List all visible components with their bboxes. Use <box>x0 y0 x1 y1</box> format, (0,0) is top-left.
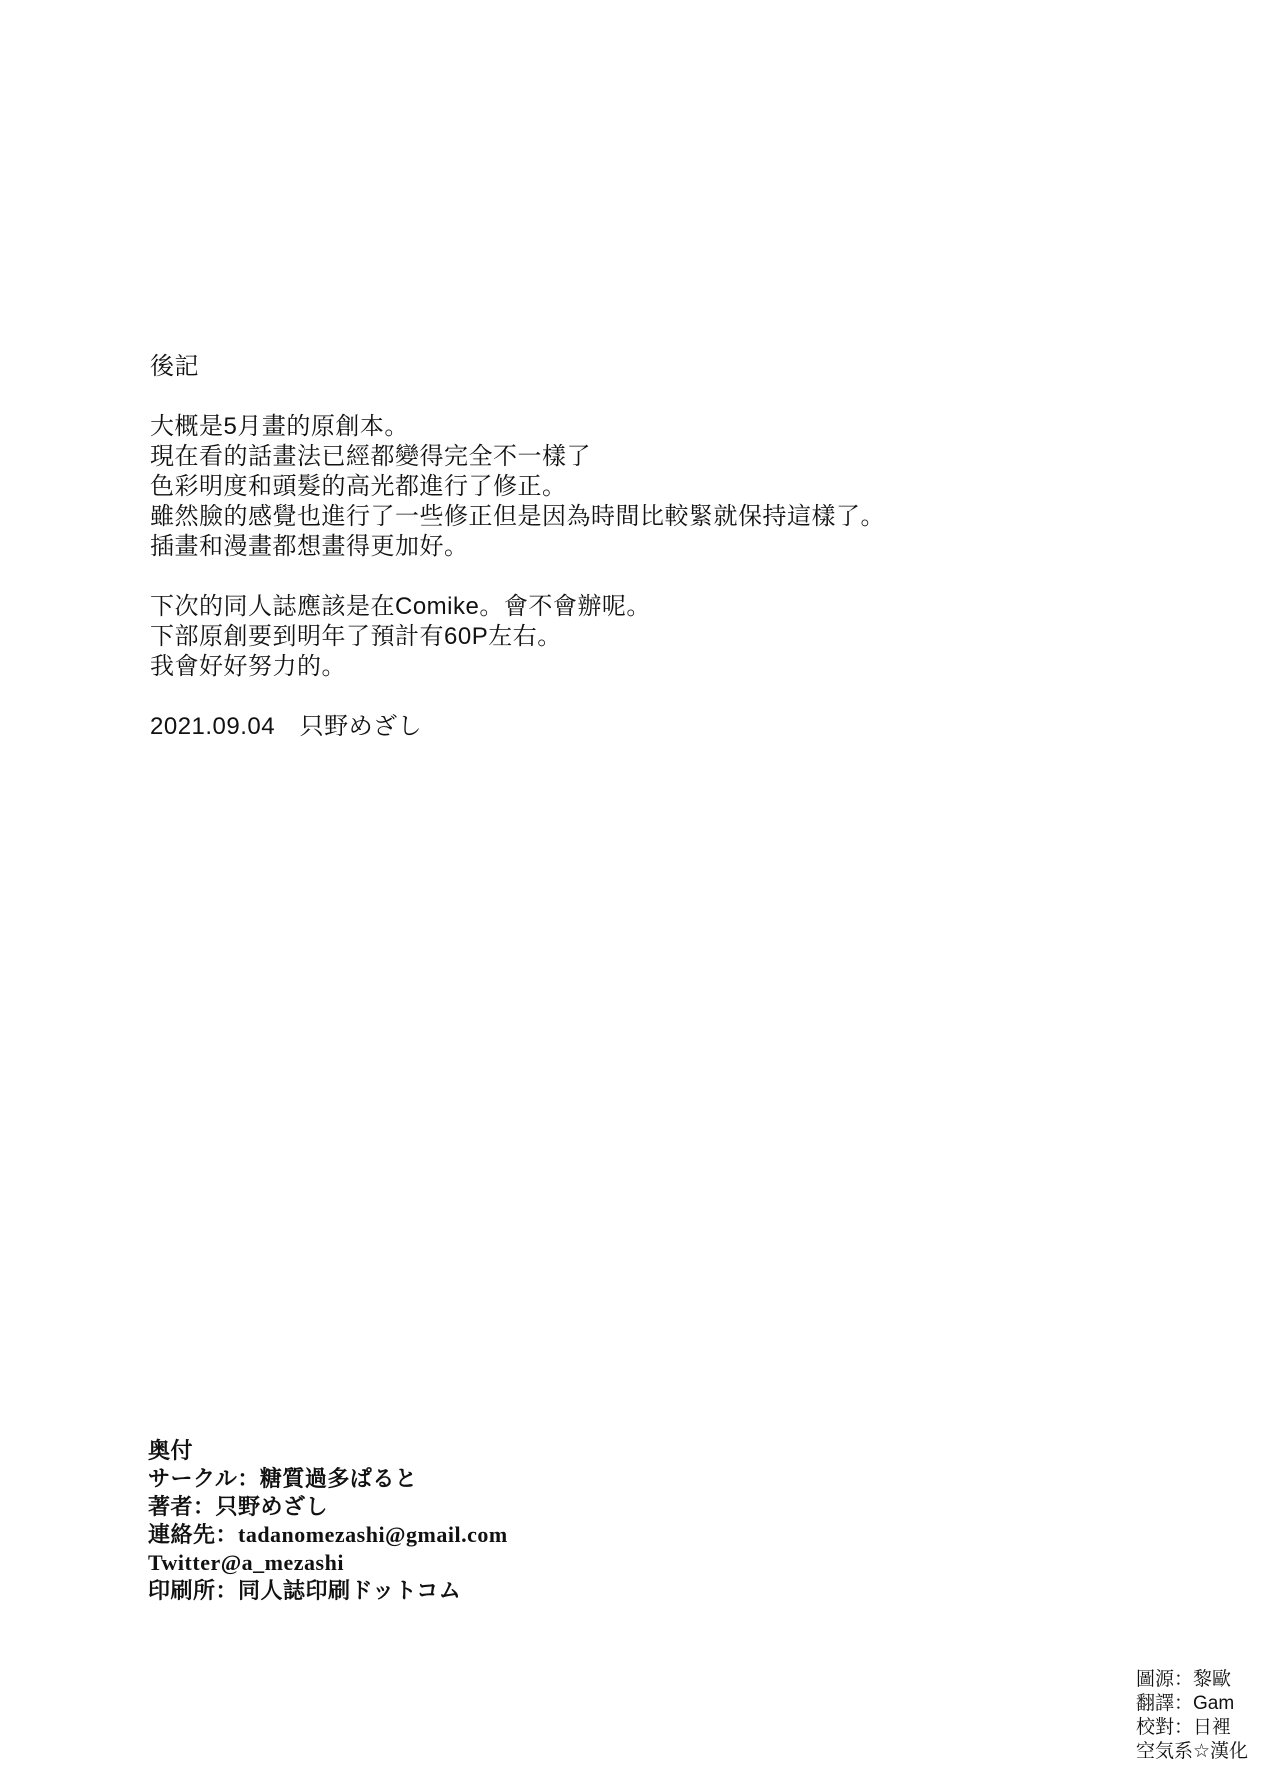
afterword-blank <box>150 682 885 712</box>
colophon-contact: 連絡先：tadanomezashi@gmail.com <box>148 1522 508 1547</box>
afterword-line: 現在看的話畫法已經都變得完全不一樣了 <box>150 443 591 470</box>
credits-translator: 翻譯：Gam <box>1136 1693 1235 1714</box>
colophon-printer: 印刷所：同人誌印刷ドットコム <box>148 1578 462 1603</box>
afterword-line: 大概是5月畫的原創本。 <box>150 413 409 440</box>
credits-proofreader: 校對：日裡 <box>1136 1717 1232 1738</box>
credits-image-source: 圖源：黎歐 <box>1136 1669 1232 1690</box>
colophon-twitter: Twitter@a_mezashi <box>148 1550 344 1575</box>
afterword-line: 我會好好努力的。 <box>150 653 346 680</box>
colophon-heading: 奥付 <box>148 1438 194 1463</box>
afterword-line: 下次的同人誌應該是在Comike。會不會辦呢。 <box>150 593 651 620</box>
colophon-author: 著者：只野めざし <box>148 1494 329 1519</box>
translation-credits-block <box>1136 1668 1248 1764</box>
afterword-blank <box>150 562 885 592</box>
colophon-block <box>148 1437 508 1605</box>
credits-group-name: 空気系☆漢化 <box>1136 1741 1249 1762</box>
afterword-line: 雖然臉的感覺也進行了一些修正但是因為時間比較緊就保持這樣了。 <box>150 503 885 530</box>
colophon-circle: サークル：糖質過多ぱると <box>148 1466 418 1491</box>
afterword-line: 色彩明度和頭髮的高光都進行了修正。 <box>150 473 567 500</box>
afterword-block <box>150 352 885 742</box>
afterword-signature: 2021.09.04 只野めざし <box>150 713 423 740</box>
afterword-line: 插畫和漫畫都想畫得更加好。 <box>150 533 469 560</box>
afterword-line: 下部原創要到明年了預計有60P左右。 <box>150 623 562 650</box>
afterword-blank <box>150 382 885 412</box>
afterword-heading: 後記 <box>150 353 199 380</box>
